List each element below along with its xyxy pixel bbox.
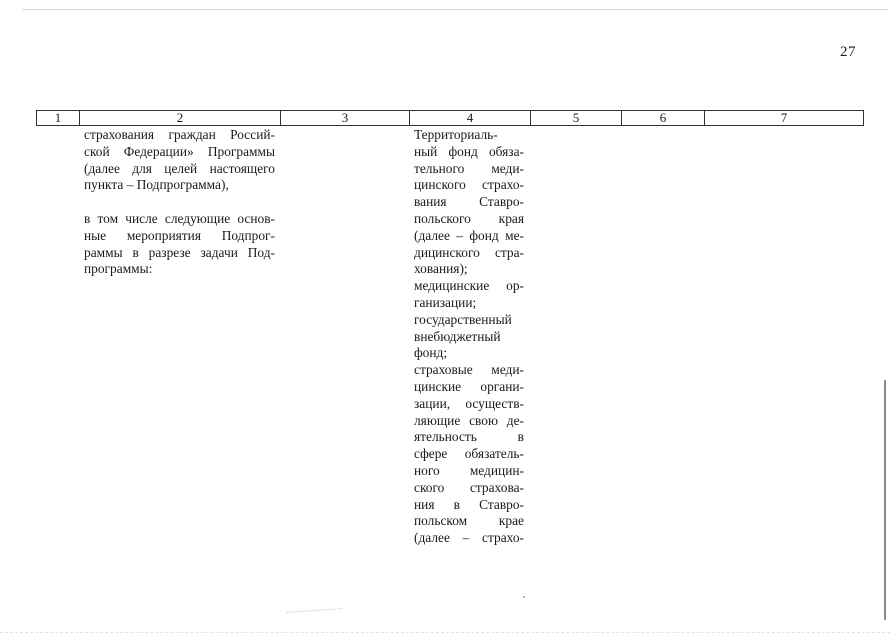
text-line: ганизации; [414, 294, 477, 310]
text-line: страховые меди- [414, 362, 524, 378]
text-line: цинские органи- [414, 378, 524, 394]
scan-edge-bottom [0, 632, 890, 633]
text-line: вания Ставро- [414, 194, 524, 210]
text-line: (далее – фонд ме- [414, 227, 524, 243]
header-cell-2: 2 [80, 111, 281, 125]
header-cell-3: 3 [281, 111, 410, 125]
scan-smudge [286, 600, 342, 613]
text-line: ской Федерации» Программы [84, 143, 275, 159]
text-line: хования); [414, 261, 468, 277]
text-line: государственный [414, 311, 512, 327]
text-line: медицинские ор- [414, 278, 524, 294]
text-line: ные мероприятия Подпрог- [84, 227, 275, 243]
text-line: программы: [84, 261, 153, 277]
page-number: 27 [840, 44, 856, 60]
text-line: дицинского стра- [414, 244, 524, 260]
text-line: ния в Ставро- [414, 496, 524, 512]
text-line: Территориаль- [414, 127, 498, 142]
text-line: в том числе следующие основ- [84, 210, 275, 226]
column-4-text [414, 127, 524, 547]
text-line: тельного меди- [414, 160, 524, 176]
paragraph-spacer [84, 194, 275, 211]
table-header-row [36, 110, 864, 126]
header-cell-1: 1 [37, 111, 80, 125]
text-line: сфере обязатель- [414, 446, 524, 462]
text-line: внебюджетный [414, 328, 501, 344]
text-line: польском крае [414, 513, 524, 529]
text-line: ятельность в [414, 429, 524, 445]
header-cell-6: 6 [622, 111, 705, 125]
text-line: пункта – Подпрограмма), [84, 177, 229, 193]
text-line: ный фонд обяза- [414, 143, 524, 159]
text-line: польского края [414, 210, 524, 226]
header-cell-5: 5 [531, 111, 622, 125]
scan-speck [523, 596, 525, 598]
text-line: фонд; [414, 345, 448, 361]
text-line: ного медицин- [414, 462, 524, 478]
text-line: (далее – страхо- [414, 530, 524, 546]
text-line: ского страхова- [414, 479, 524, 495]
text-line: страхования граждан Россий- [84, 127, 275, 142]
header-cell-4: 4 [410, 111, 531, 125]
scan-edge-right [884, 380, 886, 620]
scan-edge-top [22, 9, 888, 10]
header-cell-7: 7 [780, 110, 788, 125]
text-line: (далее для целей настоящего [84, 160, 275, 176]
text-line: цинского страхо- [414, 177, 524, 193]
column-2-text [84, 127, 275, 278]
text-line: раммы в разрезе задачи Под- [84, 244, 275, 260]
text-line: зации, осуществ- [414, 395, 524, 411]
text-line: ляющие свою де- [414, 412, 524, 428]
